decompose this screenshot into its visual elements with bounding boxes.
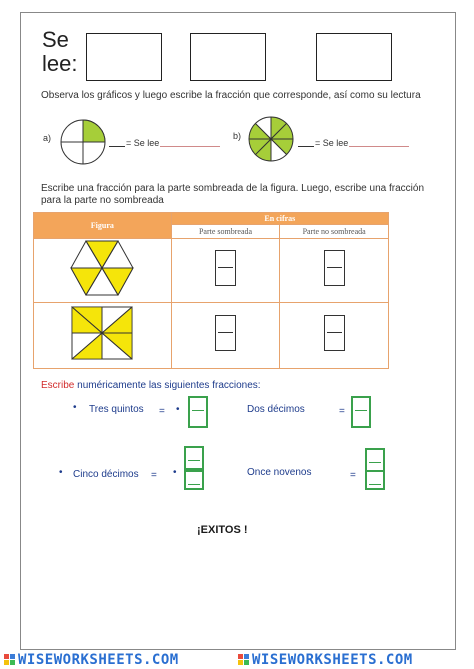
sq-sombreada-cell[interactable] — [171, 303, 280, 369]
answer-box-2[interactable] — [190, 33, 266, 81]
square-figure — [71, 306, 133, 360]
answer-box-cinco-top[interactable] — [184, 446, 204, 470]
hex-no-sombreada-cell[interactable] — [280, 239, 389, 303]
circle-eighths-figure — [247, 115, 295, 163]
sub-no-sombreada: Parte no sombreada — [280, 225, 389, 239]
answer-box-3[interactable] — [316, 33, 392, 81]
instruction-red: Escribe — [41, 380, 75, 391]
equals: = — [151, 470, 157, 481]
hex-sombreada-cell[interactable] — [171, 239, 280, 303]
item-tres-quintos: Tres quintos — [89, 404, 144, 415]
fraction-input[interactable] — [215, 315, 236, 351]
answer-line-b[interactable] — [349, 146, 409, 147]
sub-sombreada: Parte sombreada — [171, 225, 280, 239]
se-lee-line1: Se — [42, 27, 69, 52]
bullet: • — [73, 402, 77, 413]
answer-box-once-top[interactable] — [365, 448, 385, 472]
answer-line-a-short[interactable] — [109, 146, 125, 147]
bullet: • — [173, 467, 177, 478]
footer-brand-2: WISEWORKSHEETS.COM — [252, 652, 413, 668]
se-lee-b: = Se lee — [315, 138, 349, 148]
footer-brand: WISEWORKSHEETS.COM — [18, 652, 179, 668]
circle-quarter-figure — [59, 118, 107, 166]
hexagon-cell — [34, 239, 172, 303]
square-cell — [34, 303, 172, 369]
fraction-input[interactable] — [324, 315, 345, 351]
section3-instruction — [41, 380, 261, 391]
answer-box-dos-decimos[interactable] — [351, 396, 371, 428]
se-lee-label — [42, 27, 78, 76]
fraction-input[interactable] — [324, 250, 345, 286]
answer-box-tres-quintos[interactable] — [188, 396, 208, 428]
answer-line-b-short[interactable] — [298, 146, 314, 147]
item-dos-decimos: Dos décimos — [247, 404, 305, 415]
equals: = — [350, 470, 356, 481]
bullet: • — [176, 404, 180, 415]
item-cinco-decimos: Cinco décimos — [73, 469, 139, 480]
answer-box-once-bottom[interactable] — [365, 470, 385, 490]
item-a-label: a) — [43, 133, 52, 143]
col-figura: Figura — [34, 213, 172, 239]
equals: = — [339, 406, 345, 417]
equals: = — [159, 406, 165, 417]
closing-text: ¡EXITOS ! — [197, 524, 248, 536]
fraction-table — [33, 212, 389, 369]
section2-instruction: Escribe una fracción para la parte sombreada de la figura. Luego, escribe una fracción para la parte no sombreada — [41, 183, 425, 206]
section1-instruction: Observa los gráficos y luego escribe la fracción que corresponde, así como su lectura — [41, 90, 421, 101]
instruction-rest: numéricamente las siguientes fracciones: — [74, 380, 261, 391]
sq-no-sombreada-cell[interactable] — [280, 303, 389, 369]
item-once-novenos: Once novenos — [247, 467, 312, 478]
answer-line-a[interactable] — [160, 146, 220, 147]
answer-box-cinco-bottom[interactable] — [184, 470, 204, 490]
se-lee-line2: lee: — [42, 51, 78, 76]
answer-box-1[interactable] — [86, 33, 162, 81]
fraction-input[interactable] — [215, 250, 236, 286]
logo-blocks-icon — [4, 654, 16, 666]
col-en-cifras: En cifras — [171, 213, 388, 225]
logo-blocks-icon — [238, 654, 250, 666]
bullet: • — [59, 467, 63, 478]
item-b-label: b) — [233, 131, 242, 141]
hexagon-figure — [69, 239, 135, 297]
se-lee-a: = Se lee — [126, 138, 160, 148]
